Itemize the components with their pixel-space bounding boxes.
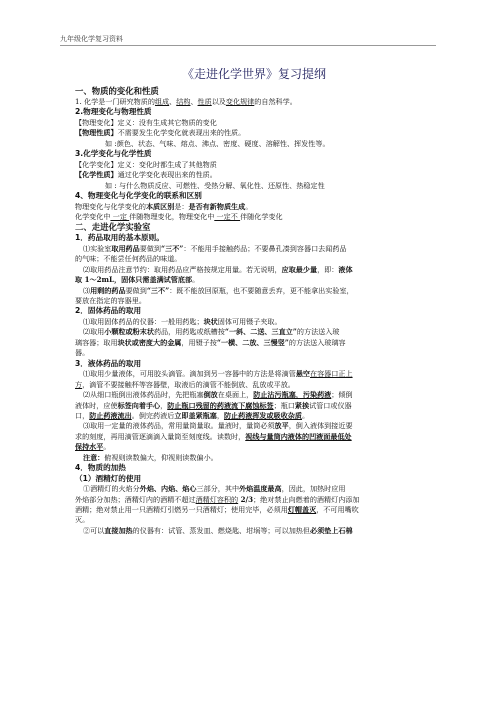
text-segment: 如 :颜色、状态、气味、熔点、沸点、密度、硬度、溶解性、挥发性等。 bbox=[105, 138, 330, 148]
text-segment: 防止瓶口残留的药液流下腐蚀标签 bbox=[167, 400, 274, 410]
text-segment: 不需要发生化学变化就表现出来的性质。 bbox=[117, 128, 246, 138]
text-line bbox=[75, 181, 433, 191]
text-segment: 俯视则读数偏大，仰视则读数偏小。 bbox=[104, 452, 218, 462]
text-segment: 在桌面上， bbox=[217, 390, 254, 400]
section-heading bbox=[75, 463, 433, 474]
text-segment: 器。 bbox=[75, 348, 90, 358]
text-line bbox=[75, 401, 433, 411]
text-line bbox=[75, 244, 433, 254]
text-segment: 【物理性质】 bbox=[75, 128, 118, 138]
text-segment: 伴随化学变化 bbox=[240, 212, 283, 222]
text-segment: “一斜、二送、三直立” bbox=[224, 327, 297, 337]
text-segment: 外焰部分加热；酒精灯内的酒精不超过 bbox=[75, 494, 196, 504]
text-line bbox=[75, 170, 433, 180]
text-segment: 【化学变化】定义：变化时都生成了其他物质 bbox=[75, 159, 217, 169]
text-line bbox=[75, 338, 433, 348]
text-segment: 口， bbox=[75, 410, 90, 420]
text-segment: 变化规律 bbox=[225, 97, 255, 106]
text-segment: ⑶ bbox=[83, 285, 91, 295]
header-note: 九年级化学复习资料 bbox=[60, 35, 123, 43]
section-heading bbox=[75, 86, 433, 97]
text-segment: 1. 化学是一门研究物质的 bbox=[75, 97, 155, 106]
section-heading bbox=[75, 107, 433, 118]
text-segment: 直接加热 bbox=[104, 525, 133, 535]
section-heading bbox=[75, 191, 433, 202]
text-line bbox=[75, 296, 433, 306]
text-segment: 外焰温度最高 bbox=[239, 484, 282, 494]
text-line bbox=[75, 390, 433, 400]
text-segment: 液体 bbox=[338, 264, 353, 274]
text-line bbox=[75, 265, 433, 275]
text-line bbox=[75, 286, 433, 296]
text-segment: ， bbox=[160, 400, 168, 410]
text-line bbox=[75, 411, 433, 421]
text-segment: 是否有新物质生成 bbox=[188, 201, 246, 211]
text-segment: 的自然科学。 bbox=[254, 97, 297, 106]
text-segment: 璃容器；取用 bbox=[75, 337, 118, 347]
text-segment: ，因此，加热时应用 bbox=[281, 484, 346, 494]
text-segment: 视线与量筒内液体的凹液面最低处 bbox=[245, 431, 352, 441]
section-heading bbox=[75, 474, 433, 485]
text-segment: 结构 bbox=[176, 97, 191, 106]
text-segment: 通过化学变化表现出来的性质。 bbox=[117, 170, 217, 180]
text-segment: “一横、二放、三慢竖” bbox=[216, 337, 289, 347]
text-line bbox=[75, 118, 433, 128]
text-segment: 4．物质的加热 bbox=[75, 462, 126, 472]
text-segment: 酒精灯容积的 bbox=[195, 494, 239, 504]
text-segment: 固体可用镊子夹取。 bbox=[217, 317, 282, 327]
section-heading bbox=[75, 222, 433, 233]
text-segment: 块状 bbox=[203, 317, 218, 327]
text-segment: 试管口或仪器 bbox=[309, 400, 352, 410]
text-segment: ，滴管不要接触杯等容器壁，取液后的滴管不能倒放、乱放或平放。 bbox=[82, 379, 295, 389]
text-segment: 化学变化中 bbox=[75, 212, 111, 222]
text-segment: 是： bbox=[174, 201, 189, 211]
text-segment: “三不” bbox=[146, 285, 170, 295]
text-line bbox=[75, 254, 433, 264]
text-segment: 的气味；不能尝任何药品的味道。 bbox=[75, 254, 182, 264]
text-segment: 【物理变化】定义：没有生成其它物质的变化 bbox=[75, 118, 217, 127]
text-segment: 防止沾污瓶塞，污染药液 bbox=[253, 390, 332, 400]
text-segment: ：既不能放回原瓶，也不要随意丢弃，更不能拿出实验室， bbox=[169, 285, 354, 295]
text-segment: ⑴取用少量液体，可用胶头滴管。滴加到另一容器中的方法是将滴管 bbox=[83, 369, 296, 379]
section-heading bbox=[75, 233, 433, 244]
text-segment: ，不可用嘴吹 bbox=[316, 504, 359, 514]
text-segment: 一、物质的变化和性质 bbox=[75, 86, 159, 96]
text-line bbox=[75, 97, 433, 107]
text-segment: 液体时，应使 bbox=[75, 400, 118, 410]
text-segment: ②可以 bbox=[83, 525, 105, 535]
text-segment: 2．固体药品的取用 bbox=[75, 306, 142, 316]
section-heading bbox=[75, 359, 433, 370]
text-segment: 求的刻度，再用滴管逐滴滴入量筒至刻度线。读数时， bbox=[75, 431, 246, 441]
text-line bbox=[75, 515, 433, 525]
text-segment: （1）酒精灯的使用 bbox=[75, 473, 142, 483]
text-line bbox=[75, 421, 433, 431]
text-segment: ，用镊子按 bbox=[181, 337, 217, 347]
text-segment: ：不能用手接触药品；不要鼻孔凑到容器口去闻药品 bbox=[183, 244, 347, 254]
text-segment: ⑴实验室 bbox=[83, 244, 112, 254]
text-segment: ⑵取用药品注意节约：取用药品应严格按规定用量。若无说明， bbox=[83, 264, 282, 274]
text-line bbox=[75, 317, 433, 327]
text-segment: 三部分，其中 bbox=[196, 484, 240, 494]
text-segment: 如 : 与什么物质反应、可燃性、受热分解、氧化性、还原性、热稳定性 bbox=[105, 180, 325, 190]
text-line bbox=[75, 369, 433, 379]
text-segment: 、 bbox=[190, 97, 198, 106]
document-title: 《走进化学世界》复习提纲 bbox=[181, 67, 326, 81]
text-line bbox=[75, 495, 433, 505]
text-line bbox=[75, 453, 433, 463]
text-segment: ，即： bbox=[317, 264, 339, 274]
text-segment: 放平 bbox=[274, 421, 289, 431]
text-segment: ，倒入液体到接近要 bbox=[288, 421, 353, 431]
text-segment: 取用药品 bbox=[111, 244, 140, 254]
text-segment: 灯帽盖灭 bbox=[287, 504, 317, 514]
text-line bbox=[75, 348, 433, 358]
text-line bbox=[75, 139, 433, 149]
text-segment: 在容器口正上 bbox=[310, 369, 353, 379]
text-segment: ；倾倒 bbox=[331, 390, 353, 400]
section-heading bbox=[75, 149, 433, 160]
text-segment: ；瓶口 bbox=[273, 400, 295, 410]
text-segment: ⑴取用固体药品的仪器：一般用药匙； bbox=[83, 317, 204, 327]
text-segment: 要做到 bbox=[139, 244, 162, 254]
text-segment: 悬空 bbox=[295, 369, 310, 379]
text-segment: ⑵取用 bbox=[83, 327, 105, 337]
text-segment: ⑶取用一定量的液体药品，常用量筒量取。量液时，量筒必须 bbox=[83, 421, 275, 431]
text-line bbox=[75, 327, 433, 337]
text-segment: 物理变化与化学变化的 bbox=[75, 201, 146, 211]
text-line bbox=[75, 484, 433, 494]
text-line bbox=[75, 432, 433, 442]
text-segment: 。 bbox=[192, 275, 200, 285]
text-segment: 伴随物理变化，物理变化中 bbox=[129, 212, 215, 222]
text-segment: 、 bbox=[169, 97, 177, 106]
text-segment: 的方法送入玻 bbox=[296, 327, 340, 337]
text-segment: ， bbox=[216, 410, 224, 420]
text-segment: ①酒精灯的火焰分 bbox=[83, 484, 140, 494]
text-segment: 用剩的药品 bbox=[90, 285, 126, 295]
text-segment: 以及 bbox=[211, 97, 226, 106]
text-segment: 标签向着手心 bbox=[117, 400, 161, 410]
text-segment: “三不” bbox=[161, 244, 184, 254]
text-segment: 要放在指定的容器里。 bbox=[75, 296, 146, 306]
text-segment: 小颗粒或粉末状 bbox=[104, 327, 154, 337]
text-segment: 灭。 bbox=[75, 515, 90, 525]
text-segment: 防止药液挥发或吸收杂质 bbox=[223, 410, 302, 420]
text-segment: 的方法送入玻璃容 bbox=[288, 337, 346, 347]
text-segment: 药品，用药匙或纸槽按 bbox=[153, 327, 225, 337]
text-segment: 本质区别 bbox=[145, 201, 175, 211]
text-segment: 。 bbox=[245, 201, 253, 211]
text-segment: 块状或密度大的金属 bbox=[117, 337, 182, 347]
text-segment: 应取最少量 bbox=[281, 264, 318, 274]
text-segment: 注意： bbox=[83, 452, 105, 462]
text-segment: 必须垫上石棉 bbox=[310, 525, 353, 535]
text-line bbox=[75, 128, 433, 138]
document-lines bbox=[75, 86, 433, 536]
text-segment: 一定 bbox=[110, 212, 130, 222]
text-segment: 2.物理变化与物理性质 bbox=[75, 107, 152, 117]
text-segment: 3.化学变化与化学性质 bbox=[75, 149, 152, 159]
text-line bbox=[75, 505, 433, 515]
text-segment: 紧挨 bbox=[294, 400, 310, 410]
text-segment: 酒精；绝对禁止用一只酒精灯引燃另一只酒精灯；使用完毕，必须用 bbox=[75, 504, 288, 514]
text-segment: 立即盖紧瓶塞 bbox=[174, 410, 217, 420]
section-heading bbox=[75, 306, 433, 317]
text-segment: 外焰、内焰、焰心 bbox=[139, 484, 197, 494]
text-segment: 防止药液流出 bbox=[89, 410, 132, 420]
text-line bbox=[75, 212, 433, 222]
text-line bbox=[75, 275, 433, 285]
text-segment: 。倒完药液后 bbox=[131, 410, 175, 420]
text-segment: ；绝对禁止向燃着的酒精灯内添加 bbox=[253, 494, 360, 504]
text-segment: 二、走进化学实验室 bbox=[75, 222, 151, 233]
text-segment: 倒放 bbox=[203, 390, 218, 400]
header-rule bbox=[60, 45, 436, 46]
text-segment: 。 bbox=[103, 442, 111, 452]
text-line bbox=[75, 380, 433, 390]
text-segment: 1．药品取用的基本原则。 bbox=[75, 233, 164, 243]
text-segment: 方 bbox=[75, 379, 83, 389]
text-segment: 的仪器有：试管、蒸发皿、燃烧匙、坩埚等；可以加热但 bbox=[132, 525, 310, 535]
text-line bbox=[75, 160, 433, 170]
text-segment: 。 bbox=[302, 410, 310, 420]
text-segment: 取 1～2mL，固体只需盖满试管底部 bbox=[75, 275, 193, 285]
text-line bbox=[75, 526, 433, 536]
text-segment: 性质 bbox=[197, 97, 212, 106]
text-segment: 一定不 bbox=[214, 212, 241, 222]
text-segment: 要做到 bbox=[125, 285, 147, 295]
text-segment: 保持水平 bbox=[75, 442, 104, 452]
text-segment: 2/3 bbox=[238, 494, 254, 504]
document-body bbox=[75, 66, 433, 536]
text-segment: 组成 bbox=[154, 97, 170, 106]
text-line bbox=[75, 442, 433, 452]
text-segment: 【化学性质】 bbox=[75, 170, 118, 180]
text-segment: ⑵从细口瓶倒出液体药品时，先把瓶塞 bbox=[83, 390, 204, 400]
text-segment: 4、物理变化与化学变化的联系和区别 bbox=[75, 191, 202, 201]
text-line bbox=[75, 202, 433, 212]
text-segment: 3．液体药品的取用 bbox=[75, 358, 142, 368]
